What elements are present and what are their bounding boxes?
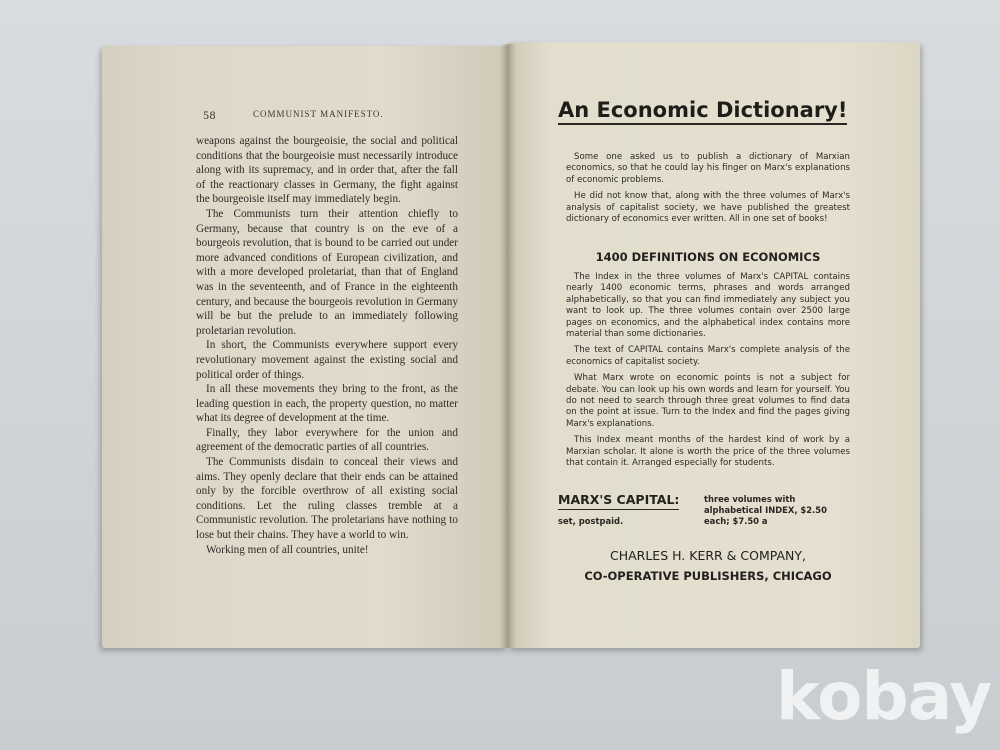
offer-tail: set, postpaid.: [558, 516, 624, 526]
offer-detail: three volumes with alphabetical INDEX, $2.50 each; $7.50 a: [704, 494, 827, 526]
offer-name: [558, 492, 679, 507]
publisher-location: CO-OPERATIVE PUBLISHERS, CHICAGO: [584, 569, 832, 583]
page-number: 58: [203, 108, 216, 122]
paragraph: The text of CAPITAL contains Marx's complete analysis of the economics of capitalist society.: [566, 345, 850, 367]
ad-intro: [566, 152, 850, 230]
paragraph: The Communists disdain to conceal their views and aims. They openly declare that their ends can be attained only by the forcible overthrow of all existing social conditions. Let the ruling classes tremble at a Communistic revolution. The proletarians have nothing to lose but their chains. They have a world to win.: [196, 456, 458, 542]
ad-title: [558, 98, 858, 125]
publisher-block: [566, 545, 850, 587]
paragraph: Working men of all countries, unite!: [206, 543, 369, 556]
paragraph: The Index in the three volumes of Marx's CAPITAL contains nearly 1400 economic terms, phrases and words arranged alphabetically, so that you can find immediately any subject you want to look up. The three volumes contain over 2500 large pages on economics, and the alphabetical index contains more material than some dictionaries.: [566, 272, 850, 340]
book-gutter: [500, 44, 516, 648]
paragraph: Some one asked us to publish a dictionary of Marxian economics, so that he could lay his finger on Marx's explanations of economic problems.: [566, 152, 850, 185]
left-page-text: [196, 134, 458, 557]
paragraph: This Index meant months of the hardest kind of work by a Marxian scholar. It alone is worth the price of the three volumes that contain it. Arranged especially for students.: [566, 435, 850, 469]
paragraph: In short, the Communists everywhere support every revolutionary movement against the existing social and political order of things.: [196, 339, 458, 381]
paragraph: The Communists turn their attention chiefly to Germany, because that country is on the eve of a bourgeois revolution, that is bound to be carried out under more advanced conditions of European civilization, and with a more developed proletariat, than that of England was in the seventeenth, and of France in the eighteenth century, and because the bourgeois revolution in Germany will be but the prelude to an immediately following proletarian revolution.: [196, 207, 458, 337]
paragraph: Finally, they labor everywhere for the union and agreement of the democratic parties of all countries.: [196, 426, 458, 454]
publisher-name: CHARLES H. KERR & COMPANY,: [609, 548, 807, 563]
ad-title-text: An Economic Dictionary!: [558, 98, 847, 125]
paragraph: What Marx wrote on economic points is not a subject for debate. You can look up his own words and learn for yourself. You do not need to search through three great volumes to find data on the point at issue. Turn to the Index and find the pages giving Marx's explanations.: [566, 373, 850, 429]
paragraph: He did not know that, along with the three volumes of Marx's analysis of capitalist society, we have published the greatest dictionary of economics ever written. All in one set of books!: [566, 191, 850, 225]
ad-subheading: 1400 DEFINITIONS ON ECONOMICS: [595, 250, 821, 264]
offer-name-text: MARX'S CAPITAL:: [558, 492, 679, 510]
paragraph: weapons against the bourgeoisie, the social and political conditions that the bourgeoisie must necessarily introduce along with its supremacy, and in order that, after the fall of the reactionary classes in Germany, the fight against the bourgeoisie itself may immediately begin.: [196, 135, 458, 206]
running-title: COMMUNIST MANIFESTO.: [253, 109, 384, 119]
paragraph: In all these movements they bring to the front, as the leading question in each, the property question, no matter what its degree of development at the time.: [196, 383, 458, 425]
ad-body: [566, 272, 850, 475]
watermark-logo: kobay: [776, 658, 992, 735]
